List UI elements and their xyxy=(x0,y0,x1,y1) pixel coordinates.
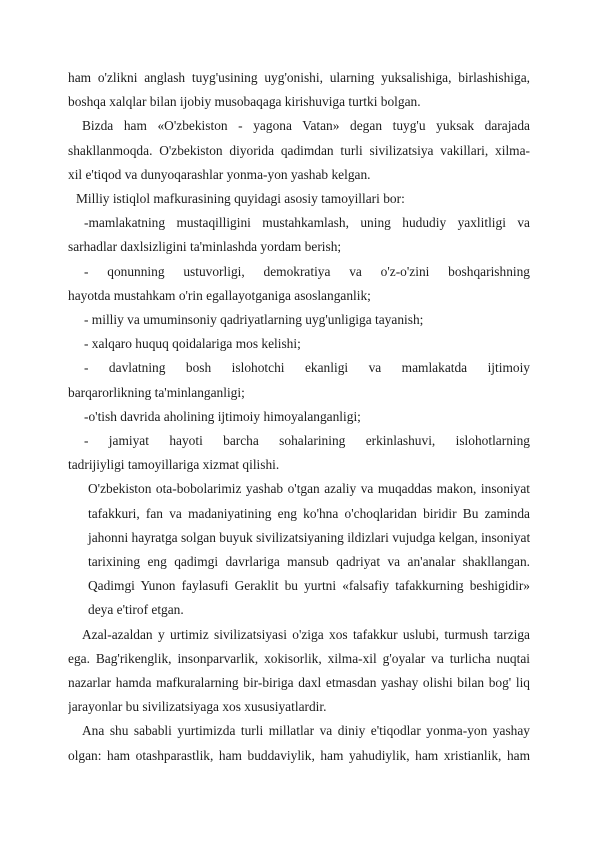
text-line: jarayonlar bu sivilizatsiyaga xos xususiyatlardir. xyxy=(68,699,327,715)
list-item: - jamiyat hayoti barcha sohalarining erkinlashuvi, islohotlarning xyxy=(84,433,530,449)
paragraph-start-line: O'zbekiston ota-bobolarimiz yashab o'tgan azaliy va muqaddas makon, insoniyat xyxy=(88,481,530,497)
list-item: - xalqaro huquq qoidalariga mos kelishi; xyxy=(84,336,301,352)
paragraph-start-line: Azal-azaldan y urtimiz sivilizatsiyasi o'ziga xos tafakkur uslubi, turmush tarziga xyxy=(82,626,530,642)
text-line: jahonni hayratga solgan buyuk sivilizatsiyaning ildizlari vujudga kelgan, insoniyat xyxy=(88,529,530,545)
list-item: - qonunning ustuvorligi, demokratiya va o'z-o'zini boshqarishning xyxy=(84,263,530,279)
list-item: -mamlakatning mustaqilligini mustahkamlash, uning hududiy yaxlitligi va xyxy=(84,215,530,231)
text-line: tarixining eng qadimgi davrlariga mansub qadriyat va an'analar shakllangan. xyxy=(88,554,530,570)
text-line: Qadimgi Yunon faylasufi Geraklit bu yurtni «falsafiy tafakkurning beshigidir» xyxy=(88,578,530,594)
text-line: boshqa xalqlar bilan ijobiy musobaqaga kirishuviga turtki bolgan. xyxy=(68,94,421,110)
paragraph-start-line: Ana shu sababli yurtimizda turli millatlar va diniy e'tiqodlar yonma-yon yashay xyxy=(82,723,530,739)
text-line: tadrijiyligi tamoyillariga xizmat qilishi. xyxy=(68,457,280,473)
text-line: shakllanmoqda. O'zbekiston diyorida qadimdan turli sivilizatsiya vakillari, xilma- xyxy=(68,142,530,158)
list-item: - milliy va umuminsoniy qadriyatlarning uyg'unligiga tayanish; xyxy=(84,312,424,328)
list-heading: Milliy istiqlol mafkurasining quyidagi asosiy tamoyillari bor: xyxy=(76,191,405,207)
text-line: ham o'zlikni anglash tuyg'usining uyg'onishi, ularning yuksalishiga, birlashishiga, xyxy=(68,70,530,85)
text-line: nazarlar hamda mafkuralarning bir-biriga daxl etmasdan yashay olishi bilan bog' liq xyxy=(68,675,530,691)
text-line: xil e'tiqod va dunyoqarashlar yonma-yon yashab kelgan. xyxy=(68,166,371,182)
paragraph-start-line: Bizda ham «O'zbekiston - yagona Vatan» degan tuyg'u yuksak darajada xyxy=(82,118,530,134)
list-item: - davlatning bosh islohotchi ekanligi va mamlakatda ijtimoiy xyxy=(84,360,530,376)
text-line: ega. Bag'rikenglik, insonparvarlik, xokisorlik, xilma-xil g'oyalar va turlicha nuqtai xyxy=(68,650,530,666)
text-line: deya e'tirof etgan. xyxy=(88,602,184,618)
text-line: sarhadlar daxlsizligini ta'minlashda yordam berish; xyxy=(68,239,342,255)
text-line: tafakkuri, fan va madaniyatining eng ko'hna o'choqlaridan biridir Bu zaminda xyxy=(88,505,530,521)
list-item: -o'tish davrida aholining ijtimoiy himoyalanganligi; xyxy=(84,408,361,424)
text-line: hayotda mustahkam o'rin egallayotganiga asoslanganlik; xyxy=(68,287,371,303)
text-line: barqarorlikning ta'minlanganligi; xyxy=(68,384,245,400)
text-line: olgan: ham otashparastlik, ham buddaviylik, ham yahudiylik, ham xristianlik, ham xyxy=(68,747,530,763)
